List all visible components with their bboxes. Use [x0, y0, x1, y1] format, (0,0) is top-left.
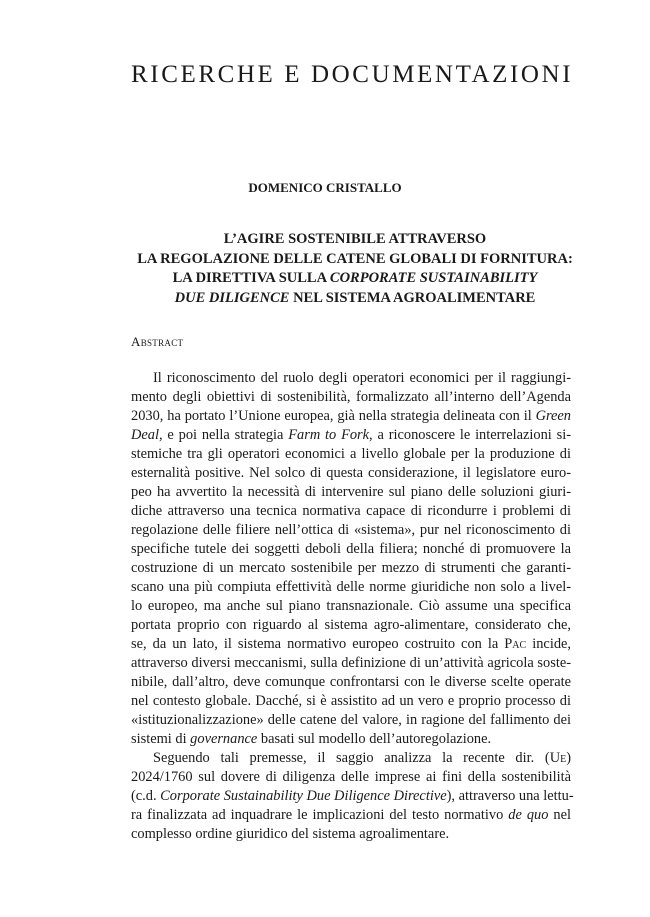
text-line: diche attraverso una tecnica normativa capace di ricondurre i problemi di — [131, 503, 571, 519]
text-run: , a riconoscere le interrelazioni si- — [369, 427, 571, 443]
text-run: se, da un lato, il sistema normativo europeo costruito con la — [131, 636, 505, 652]
text-run-italic: de quo — [508, 807, 549, 823]
text-line: complesso ordine giuridico del sistema agroalimentare. — [131, 826, 450, 842]
text-run: sistemi di — [131, 731, 191, 747]
title-line-2: LA REGOLAZIONE DELLE CATENE GLOBALI DI FORNITURA: — [137, 250, 573, 267]
text-run-italic: Farm to Fork — [288, 427, 370, 443]
author-name: DOMENICO CRISTALLO — [248, 180, 402, 195]
text-line: stemiche tra gli operatori economici a livello globale per la produzione di — [131, 446, 571, 462]
text-line: nibile, dall’altro, deve comunque confrontarsi con le diverse scelte operate — [131, 674, 571, 690]
abstract-body — [131, 369, 574, 844]
abstract-label: Abstract — [131, 334, 184, 349]
text-run: ra finalizzata ad inquadrare le implicazioni del testo normativo — [131, 807, 509, 823]
text-line: attraverso diversi meccanismi, sulla definizione di un’attività agricola soste- — [131, 655, 571, 671]
text-line: Il riconoscimento del ruolo degli operatori economici per il raggiungi- — [153, 370, 571, 386]
title-line-1: L’AGIRE SOSTENIBILE ATTRAVERSO — [223, 231, 487, 247]
text-run: (c.d. — [131, 788, 161, 804]
text-line — [131, 806, 571, 825]
text-line: 2024/1760 sul dovere di diligenza delle imprese ai fini della sostenibilità — [131, 769, 571, 785]
text-line: lo europeo, ma anche sul piano transnazionale. Ciò assume una specifica — [131, 598, 571, 614]
text-run-smallcaps: Pac — [504, 636, 527, 652]
text-line: specifiche tutele dei soggetti deboli della filiera; nonché di promuovere la — [131, 541, 571, 557]
text-line: nel contesto globale. Dacché, si è assistito ad un vero e proprio processo di — [131, 693, 571, 709]
text-line: costruzione di un mercato sostenibile per mezzo di strumenti che garanti- — [131, 560, 571, 576]
text-run: Seguendo tali premesse, il saggio analizza la recente dir. ( — [153, 750, 550, 766]
text-run: nel — [548, 807, 571, 823]
text-line — [131, 730, 571, 749]
text-line: scano una più compiuta effettività delle norme giuridiche non solo a livel- — [131, 579, 571, 595]
text-line: portata proprio con riguardo al sistema agro-alimentare, considerato che, — [131, 617, 571, 633]
text-line: mento degli obiettivi di sostenibilità, formalizzato all’interno dell’Agenda — [131, 389, 571, 405]
text-run-italic: Green — [535, 408, 571, 424]
text-line — [131, 426, 571, 445]
title-line-3-prefix: LA DIRETTIVA SULLA — [172, 270, 330, 286]
text-run: ), attraverso una lettu- — [446, 788, 574, 804]
text-run: basati sul modello dell’autoregolazione. — [257, 731, 492, 747]
text-run-italic: governance — [190, 731, 258, 747]
text-line — [131, 787, 574, 806]
text-line: peo ha avvertito la necessità di intervenire sul piano delle soluzioni giuri- — [131, 484, 571, 500]
text-run-italic: Corporate Sustainability Due Diligence Directive — [160, 788, 447, 804]
title-line-4-suffix: NEL SISTEMA AGROALIMENTARE — [289, 289, 536, 306]
article-title — [120, 230, 590, 308]
abstract-paragraph-2 — [131, 749, 574, 844]
text-line: regolazione delle filiere nell’ottica di «sistema», pur nel riconoscimento di — [131, 522, 571, 538]
section-header: RICERCHE E DOCUMENTAZIONI — [131, 61, 574, 88]
title-line-3 — [120, 269, 590, 289]
title-line-3-italic: CORPORATE SUSTAINABILITY — [329, 270, 538, 286]
abstract-paragraph-1 — [131, 369, 571, 749]
text-line: esternalità positive. Nel solco di questa considerazione, il legislatore euro- — [131, 465, 571, 481]
text-run: 2030, ha portato l’Unione europea, già nella strategia delineata con il — [131, 408, 536, 424]
text-line — [131, 407, 571, 426]
text-run-italic: Deal — [131, 427, 159, 443]
title-line-4 — [120, 289, 590, 309]
text-run: ) — [566, 750, 571, 766]
text-line — [131, 635, 571, 654]
title-line-4-italic: DUE DILIGENCE — [174, 289, 290, 306]
text-run: incide, — [526, 636, 571, 652]
text-run-smallcaps: Ue — [549, 750, 567, 766]
text-run: , e poi nella strategia — [158, 427, 289, 443]
text-line — [131, 749, 571, 768]
text-line: «istituzionalizzazione» delle catene del valore, in ragione del fallimento dei — [131, 712, 571, 728]
